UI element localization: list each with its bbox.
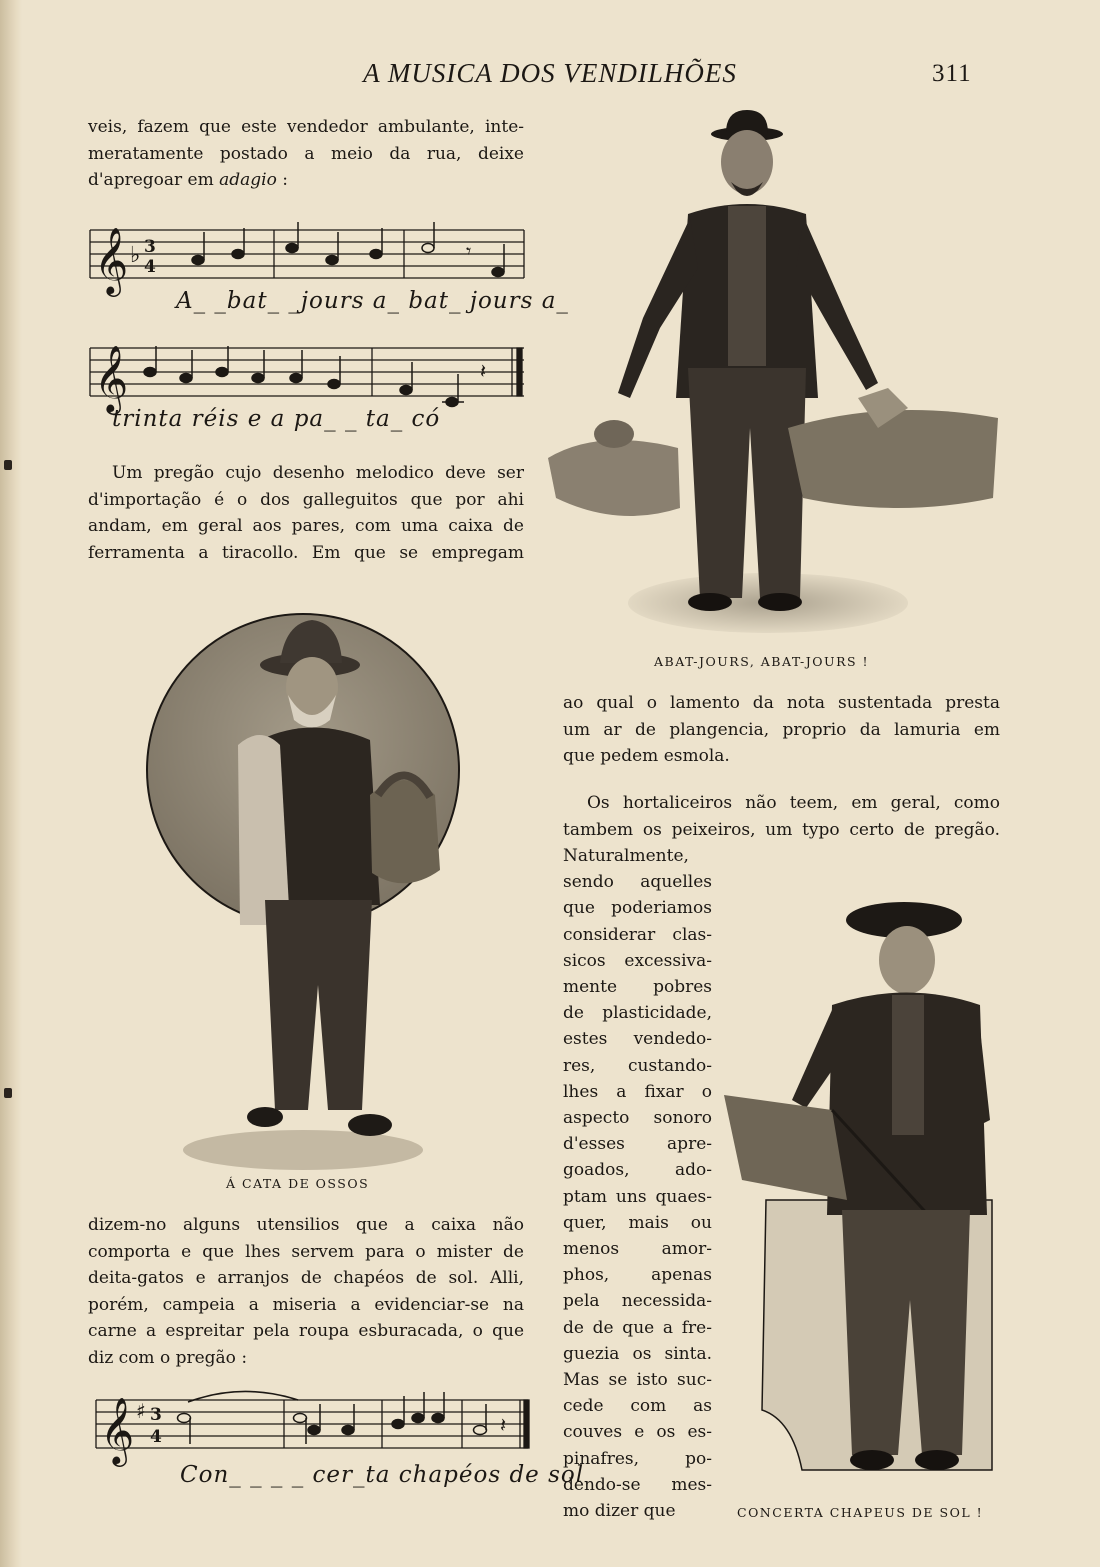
svg-text:𝄞: 𝄞 [100,1396,135,1464]
narrow-text-line: ptam uns quaes- [563,1186,712,1207]
text-line: veis, fazem que este vendedor ambulante, inte- [88,117,524,137]
paragraph-galleguitos [88,460,524,566]
music-2-lyrics: Con_ _ _ _ cer_ta chapéos de sol [180,1462,585,1488]
text-line: d'importação é o dos galleguitos que por ahi [88,489,524,510]
narrow-text-line: mo dizer que [563,1501,676,1522]
text-line: que pedem esmola. [563,746,730,767]
caption-concerta-chapeus: CONCERTA CHAPEUS DE SOL ! [737,1505,984,1520]
text-line: tambem os peixeiros, um typo certo de pregão. [563,819,1000,840]
svg-text:♭: ♭ [130,243,141,268]
photo-umbrella-repair-boy [722,880,1012,1500]
text-line: ferramenta a tiracollo. Em que se empregam [88,542,524,563]
narrow-text-line: phos, apenas [563,1265,712,1286]
narrow-text-line: d'esses apre- [563,1134,712,1155]
page-binding-edge [0,0,22,1567]
text-line: deita-gatos e arranjos de chapéos de sol. Alli, [88,1268,524,1289]
emphasis-word: adagio [219,170,277,191]
narrow-text-line: estes vendedo- [563,1029,712,1050]
text-line: Os hortaliceiros não teem, em geral, como [587,793,1000,813]
caption-abat-jours: ABAT-JOURS, ABAT-JOURS ! [654,654,870,669]
svg-text:𝄞: 𝄞 [94,226,129,294]
svg-text:𝄽: 𝄽 [500,1413,507,1437]
svg-text:𝄾: 𝄾 [466,239,472,263]
svg-text:3: 3 [144,237,156,257]
narrow-text-line: sendo aquelles [563,872,712,893]
narrow-text-line: guezia os sinta. [563,1343,712,1364]
narrow-text-line: de de que a fre- [563,1317,712,1338]
svg-text:♯: ♯ [136,1399,146,1423]
text-line: comporta e que lhes servem para o mister de [88,1241,524,1262]
text-line: andam, em geral aos pares, com uma caixa de [88,516,524,537]
narrow-text-line: sicos excessiva- [563,950,712,971]
narrow-text-column [563,843,712,1524]
caption-cata-de-ossos: Á CATA DE OSSOS [226,1176,370,1191]
svg-text:3: 3 [150,1405,162,1425]
text-line: d'apregoar em adagio : [88,170,288,191]
narrow-text-line: Naturalmente, [563,846,689,866]
narrow-text-line: goados, ado- [563,1160,712,1181]
narrow-text-line: dendo-se mes- [563,1474,712,1495]
narrow-text-line: cede com as [563,1396,712,1417]
narrow-text-line: couves e os es- [563,1422,712,1443]
text-line: diz com o pregão : [88,1347,248,1368]
narrow-text-line: pela necessida- [563,1291,712,1312]
narrow-text-line: de plasticidade, [563,1003,712,1024]
text-line: Um pregão cujo desenho melodico deve ser [112,463,524,483]
narrow-text-line: aspecto sonoro [563,1108,712,1129]
text-line: um ar de plangencia, proprio da lamuria em [563,719,1000,740]
text-line: carne a espreitar pela roupa esburacada, o que [88,1321,524,1342]
narrow-text-line: quer, mais ou [563,1212,712,1233]
narrow-text-line: considerar clas- [563,924,712,945]
narrow-text-line: menos amor- [563,1239,712,1260]
svg-text:𝄞: 𝄞 [94,344,129,412]
photo-bone-collector [140,605,470,1175]
intro-paragraph [88,114,524,194]
binding-mark [4,460,12,470]
music-staff-3 [92,1388,532,1468]
narrow-text-line: que poderiamos [563,898,712,919]
text-line: ao qual o lamento da nota sustentada presta [563,693,1000,713]
paragraph-lamento [563,690,1000,770]
music-1-lyrics-line-1: A_ _bat_ _jours a_ bat_ jours a_ [176,288,569,314]
narrow-text-line: res, custando- [563,1055,712,1076]
svg-text:4: 4 [150,1427,162,1447]
narrow-text-line: Mas se isto suc- [563,1370,712,1391]
narrow-text-line: pinafres, po- [563,1448,712,1469]
text-line: meratamente postado a meio da rua, deixe [88,143,524,164]
music-1-lyrics-line-2: trinta réis e a pa_ _ ta_ có [112,406,441,432]
svg-text:𝄽: 𝄽 [480,359,487,383]
binding-mark [4,1088,12,1098]
text-line: dizem-no alguns utensilios que a caixa não [88,1215,524,1235]
paragraph-hortaliceiros [563,790,1000,843]
narrow-text-line: lhes a fixar o [563,1081,712,1102]
svg-text:4: 4 [144,257,156,277]
photo-lampshade-vendor [538,98,1008,643]
paragraph-utensilios [88,1212,524,1372]
narrow-text-line: mente pobres [563,977,712,998]
running-header-title: A MUSICA DOS VENDILHÕES [363,58,737,88]
page-number: 311 [932,60,972,87]
text-line: porém, campeia a miseria a evidenciar-se na [88,1294,524,1315]
